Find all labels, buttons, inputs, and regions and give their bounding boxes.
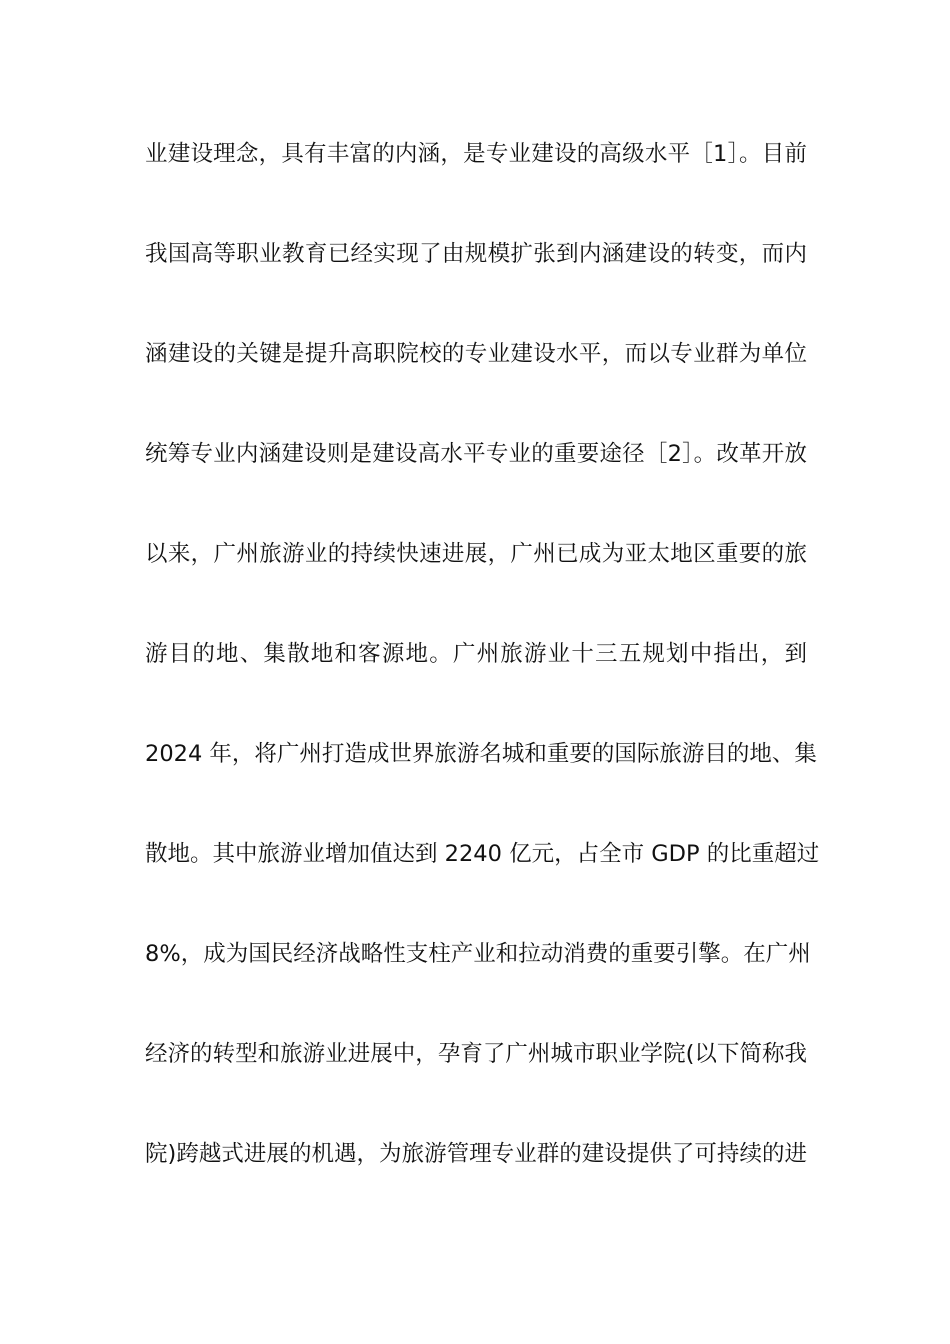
text-line: 我国高等职业教育已经实现了由规模扩张到内涵建设的转变，而内 bbox=[145, 241, 807, 267]
text-line: 以来，广州旅游业的持续快速进展，广州已成为亚太地区重要的旅 bbox=[145, 541, 807, 567]
body-text bbox=[145, 138, 820, 1238]
text-line: 8%，成为国民经济战略性支柱产业和拉动消费的重要引擎。在广州 bbox=[145, 941, 811, 967]
text-line: 业建设理念，具有丰富的内涵，是专业建设的高级水平［1］。目前 bbox=[145, 141, 807, 167]
text-line: 涵建设的关键是提升高职院校的专业建设水平，而以专业群为单位 bbox=[145, 341, 807, 367]
text-line: 院)跨越式进展的机遇，为旅游管理专业群的建设提供了可持续的进 bbox=[145, 1141, 807, 1167]
text-line: 散地。其中旅游业增加值达到 2240 亿元，占全市 GDP 的比重超过 bbox=[145, 841, 820, 867]
text-line: 2024 年，将广州打造成世界旅游名城和重要的国际旅游目的地、集 bbox=[145, 741, 817, 767]
text-line: 统筹专业内涵建设则是建设高水平专业的重要途径［2］。改革开放 bbox=[145, 441, 807, 467]
text-line: 经济的转型和旅游业进展中，孕育了广州城市职业学院(以下简称我 bbox=[145, 1041, 807, 1067]
text-line: 游目的地、集散地和客源地。广州旅游业十三五规划中指出，到 bbox=[145, 641, 807, 667]
